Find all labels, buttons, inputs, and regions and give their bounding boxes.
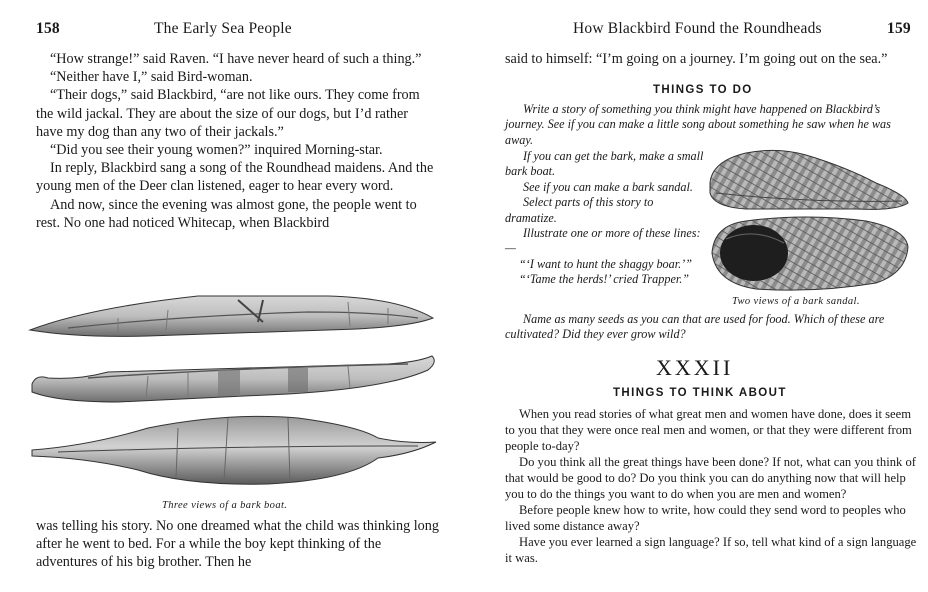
things-to-think-heading: THINGS TO THINK ABOUT (613, 387, 787, 399)
todo-intro: Write a story of something you think might have happened on Blackbird’s journey. See if you can make a little song about something he saw when he was away. (505, 102, 891, 147)
sandal-view-side (710, 150, 908, 209)
bark-boat-illustration (28, 288, 440, 488)
todo-seeds: Name as many seeds as you can that are used for food. Which of these are cultivated? Did they ever grow wild? (505, 312, 885, 342)
bark-sandal-illustration (706, 143, 912, 295)
quote-line: “‘Tame the herds!’ cried Trapper.” (519, 272, 690, 287)
paragraph: was telling his story. No one dreamed what the child was thinking long after he went to bed. For a while the boy kept thinking of the adventures of his big brother. Then he (36, 518, 439, 571)
boat-view-top (30, 296, 433, 336)
boat-view-side (32, 356, 434, 402)
figure-caption-sandal: Two views of a bark sandal. (732, 296, 860, 307)
todo-item: If you can get the bark, make a small bark boat. (505, 149, 704, 179)
todo-item: Illustrate one or more of these lines:— (505, 226, 701, 256)
running-title-right: How Blackbird Found the Roundheads (573, 20, 822, 37)
paragraph: said to himself: “I’m going on a journey. I’m going out on the sea.” (505, 51, 888, 67)
boat-view-bottom (32, 416, 436, 484)
paragraph: “Their dogs,” said Blackbird, “are not like ours. They come from the wild jackal. They are about the size of our dogs, but I’d rather have my dog than any two of their jackals.” (36, 87, 420, 140)
figure-caption-boat: Three views of a bark boat. (162, 500, 288, 511)
quote-line: “‘I want to hunt the shaggy boar.’” (519, 256, 692, 271)
story-ending (505, 50, 917, 68)
story-text-continued (36, 517, 440, 572)
page-number-right: 159 (887, 20, 911, 37)
paragraph: In reply, Blackbird sang a song of the Roundhead maidens. And the young men of the Deer clan listened, eager to hear every word. (36, 160, 434, 195)
right-page (464, 0, 928, 592)
think-questions (505, 406, 917, 566)
chapter-numeral: XXXII (656, 355, 734, 380)
paragraph: Do you think all the great things have been done? If not, what can you think of that would be good to do? Do you think you can do anything now that will help you to do the things you want to do when you are men and women? (505, 455, 916, 501)
running-title-left: The Early Sea People (154, 20, 292, 37)
paragraph: And now, since the evening was almost gone, the people went to rest. No one had noticed Whitecap, when Blackbird (36, 196, 417, 231)
paragraph: Before people knew how to write, how could they send word to peoples who lived some distance away? (505, 503, 906, 533)
sandal-view-top (712, 217, 908, 290)
things-to-do-heading: THINGS TO DO (653, 84, 753, 96)
paragraph: When you read stories of what great men and women have done, does it seem to you that they were once real men and women, or that they were different from people to-day? (505, 407, 912, 453)
paragraph: Have you ever learned a sign language? If so, tell what kind of a sign language it was. (505, 535, 917, 565)
paragraph: “Did you see their young women?” inquired Morning-star. (50, 142, 383, 159)
todo-item: Select parts of this story to dramatize. (505, 195, 654, 225)
todo-list (505, 149, 705, 288)
todo-item: See if you can make a bark sandal. (523, 179, 693, 194)
page-number-left: 158 (36, 20, 60, 37)
paragraph: “Neither have I,” said Bird-woman. (50, 69, 253, 86)
story-text (36, 50, 436, 232)
paragraph: “How strange!” said Raven. “I have never heard of such a thing.” (50, 51, 422, 67)
